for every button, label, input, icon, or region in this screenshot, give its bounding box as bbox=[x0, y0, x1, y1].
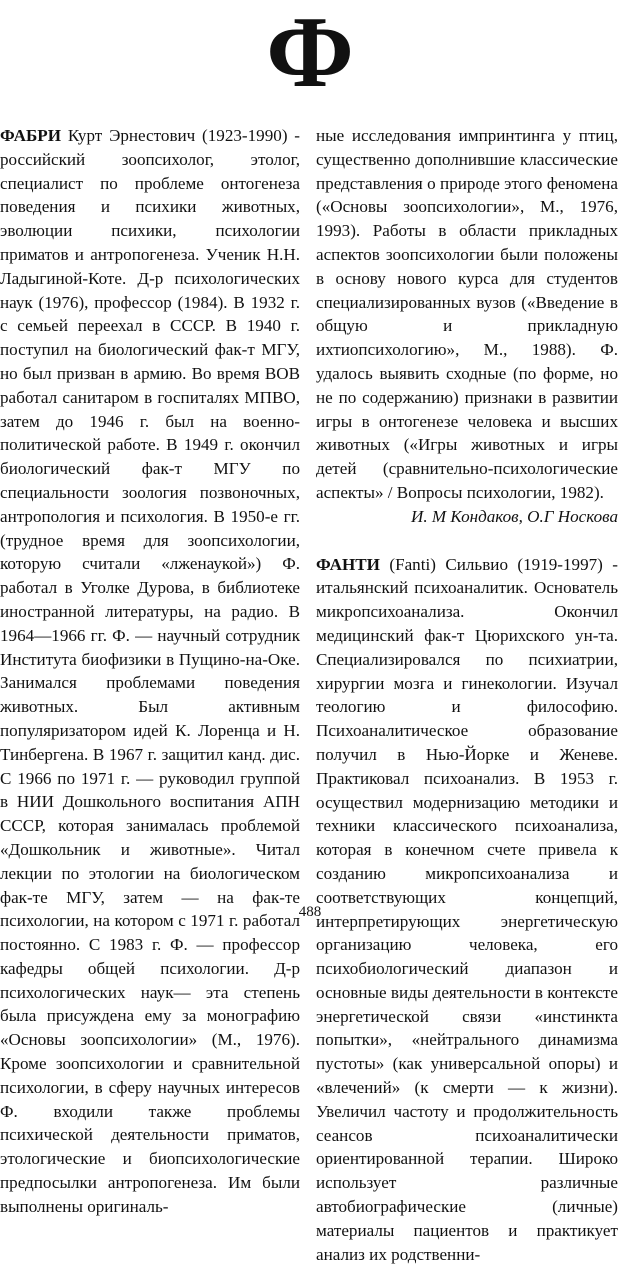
section-letter: Ф bbox=[266, 0, 354, 109]
left-column bbox=[0, 124, 300, 1219]
entry-fabri-headword: ФАБРИ bbox=[0, 126, 61, 145]
page-number: 488 bbox=[298, 904, 322, 920]
right-column bbox=[316, 124, 618, 1266]
entry-fabri-signature: И. М Кондаков, О.Г Носкова bbox=[410, 506, 618, 526]
entry-fanti-text: (Fanti) Сильвио (1919-1997) - итальянский психоаналитик. Основатель микропсихоанализа. Окончил медицинский фак-т Цюрихского ун-та. Специализировался по психиатрии, хирургии мозга и гинекологии. Изучал теологию и философию. Психоаналитическое образование получил в Нью-Йорке и Женеве. Практиковал психоанализ. В 1953 г. осуществил модернизацию методики и техники классического психоанализа, которая в конечном счете привела к созданию микропсихоанализа и соответствующих концепций, интерпретирующих энергетическую организацию человека, его психобиологический диапазон и основные виды деятельности в контексте энергетической связи «инстинкта попытки», «нейтрального динамизма пустоты» (как универсальной опоры) и «влечений» (к смерти — к жизни). Увеличил частоту и продолжительность сеансов психоаналитически ориентированной терапии. Широко использует различные автобиографические (личные) материалы пациентов и практикует анализ их родственни- bbox=[316, 554, 618, 1264]
entry-fabri-paragraph bbox=[0, 124, 300, 1219]
entry-fabri-text: Курт Эрнестович (1923-1990) - российский зоопсихолог, этолог, специалист по проблеме онтогенеза поведения и психики животных, эволюции психики, психологии приматов и антропогенеза. Ученик Н.Н. Ладыгиной-Коте. Д-р психологических наук (1976), профессор (1984). В 1932 г. с семьей переехал в СССР. В 1940 г. поступил на биологический фак-т МГУ, но был призван в армию. Во время ВОВ работал санитаром в госпиталях МПВО, затем до 1946 г. был на военно-политической работе. В 1949 г. окончил биологический фак-т МГУ по специальности зоология позвоночных, антропология и психология. В 1950-е гг. (трудное время для зоопсихологии, которую считали «лженаукой») Ф. работал в Уголке Дурова, в библиотеке иностранной литературы, на радио. В 1964—1966 гг. Ф. — научный сотрудник Института биофизики в Пущино-на-Оке. Занимался проблемами поведения животных. Был активным популяризатором идей К. Лоренца и Н. Тинбергена. В 1967 г. защитил канд. дис. С 1966 по 1971 г. — руководил группой в НИИ Дошкольного воспитания АПН СССР, которая занималась проблемой «Дошкольник и животные». Читал лекции по этологии на биологическом фак-те МГУ, затем — на фак-те психологии, на котором с 1971 г. работал постоянно. С 1983 г. Ф. — профессор кафедры общей психологии. Д-р психологических наук— эта степень была присуждена ему за монографию «Основы зоопсихологии» (М., 1976). Кроме зоопсихологии и сравнительной психологии, в сферу научных интересов Ф. входили также проблемы психической деятельности приматов, этологические и биопсихологические предпосылки антропогенеза. Им были выполнены оригиналь- bbox=[0, 126, 300, 1216]
entry-fanti-headword: ФАНТИ bbox=[316, 554, 380, 574]
entry-fabri-continuation: ные исследования импринтинга у птиц, существенно дополнившие классические представления о природе этого феномена («Основы зоопсихологии», М., 1976, 1993). Работы в области прикладных аспектов зоопсихологии были положены в основу нового курса для студентов специализированных вузов («Введение в общую и прикладную ихтиопсихологию», М., 1988). Ф. удалось выявить сходные (по форме, но не по содержанию) признаки в развитии игры в онтогенезе человека и высших животных («Игры животных и игры детей (сравнительно-психологические аспекты» / Вопросы психологии, 1982). bbox=[316, 126, 618, 502]
